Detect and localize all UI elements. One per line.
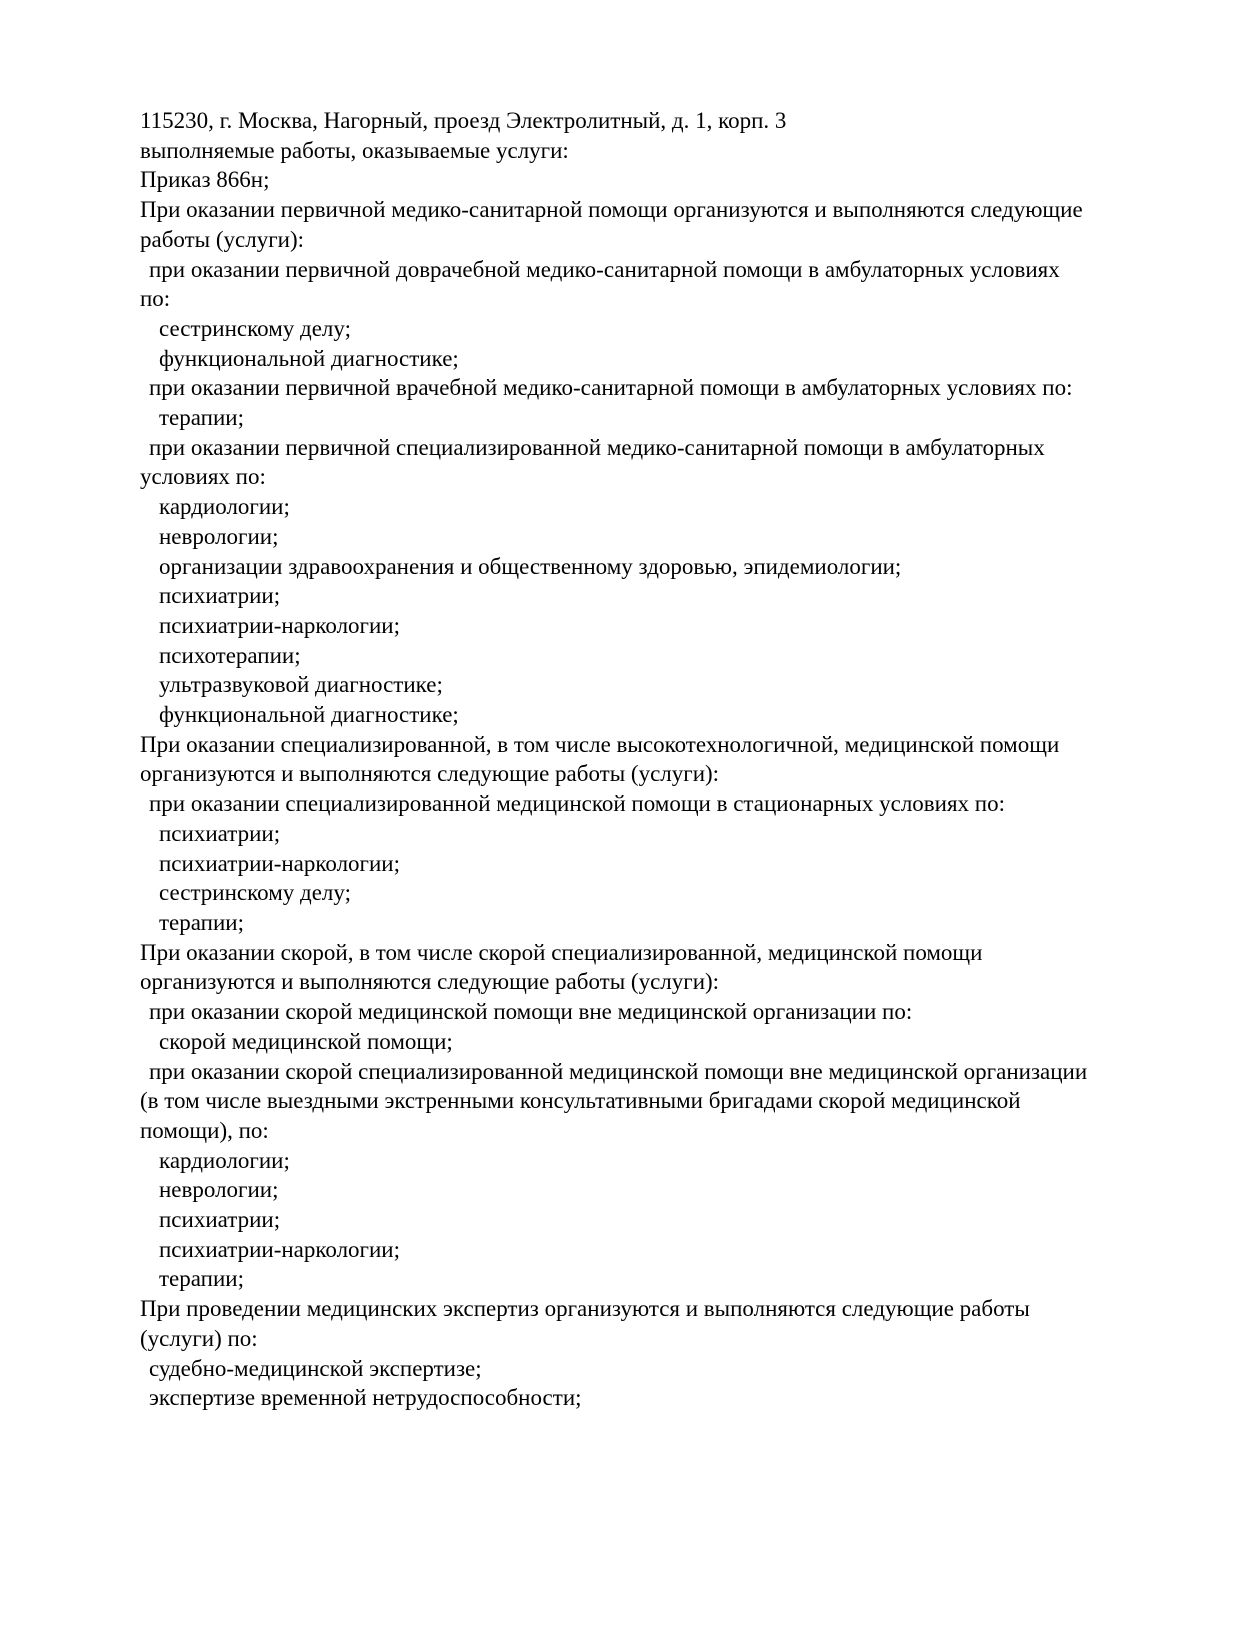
text-line: психиатрии; [159, 820, 281, 846]
text-line: сестринскому делу; [159, 880, 351, 906]
text-line: помощи), по: [140, 1117, 269, 1143]
text-line: При проведении медицинских экспертиз организуются и выполняются следующие работы [140, 1296, 1030, 1322]
text-line: кардиологии; [159, 1147, 290, 1173]
text-line: скорой медицинской помощи; [159, 1028, 453, 1054]
text-line: 115230, г. Москва, Нагорный, проезд Электролитный, д. 1, корп. 3 [140, 108, 787, 133]
text-line: терапии; [159, 405, 244, 431]
text-line: При оказании специализированной, в том числе высокотехнологичной, медицинской помощи [140, 731, 1060, 757]
text-line: психотерапии; [159, 642, 301, 668]
text-line: психиатрии; [159, 583, 281, 609]
text-line: судебно-медицинской экспертизе; [149, 1355, 482, 1381]
text-line: при оказании скорой медицинской помощи вне медицинской организации по: [149, 999, 913, 1025]
text-line: психиатрии-наркологии; [159, 850, 400, 876]
text-line: Приказ 866н; [140, 167, 270, 193]
text-line: (в том числе выездными экстренными консультативными бригадами скорой медицинской [140, 1088, 1021, 1114]
text-line: психиатрии-наркологии; [159, 612, 400, 638]
text-line: психиатрии-наркологии; [159, 1236, 400, 1262]
text-line: При оказании скорой, в том числе скорой специализированной, медицинской помощи [140, 939, 983, 965]
text-line: кардиологии; [159, 494, 290, 520]
text-line: при оказании первичной врачебной медико-санитарной помощи в амбулаторных условиях по: [149, 375, 1073, 401]
text-line: терапии; [159, 909, 244, 935]
text-line: при оказании первичной доврачебной медико-санитарной помощи в амбулаторных условиях [149, 256, 1060, 282]
text-line: при оказании скорой специализированной медицинской помощи вне медицинской организации [149, 1058, 1088, 1084]
text-line: экспертизе временной нетрудоспособности; [149, 1385, 582, 1411]
text-line: психиатрии; [159, 1207, 281, 1233]
text-line: ультразвуковой диагностике; [159, 672, 443, 698]
text-line: работы (услуги): [140, 226, 304, 252]
text-line: При оказании первичной медико-санитарной помощи организуются и выполняются следующие [140, 197, 1083, 223]
text-line: неврологии; [159, 523, 279, 549]
text-line: организуются и выполняются следующие работы (услуги): [140, 761, 720, 787]
text-line: выполняемые работы, оказываемые услуги: [140, 137, 569, 163]
text-line: при оказании первичной специализированной медико-санитарной помощи в амбулаторных [149, 434, 1045, 460]
license-works-text-block [140, 106, 1180, 1413]
text-line: функциональной диагностике; [159, 345, 459, 371]
text-line: (услуги) по: [140, 1325, 258, 1351]
text-line: организации здравоохранения и общественному здоровью, эпидемиологии; [159, 553, 902, 579]
text-line: организуются и выполняются следующие работы (услуги): [140, 969, 720, 995]
text-line: условиях по: [140, 464, 266, 490]
text-line: терапии; [159, 1266, 244, 1292]
text-line: сестринскому делу; [159, 315, 351, 341]
text-line: функциональной диагностике; [159, 702, 459, 728]
text-line: по: [140, 286, 171, 312]
text-line: неврологии; [159, 1177, 279, 1203]
text-line: при оказании специализированной медицинской помощи в стационарных условиях по: [149, 791, 1005, 817]
